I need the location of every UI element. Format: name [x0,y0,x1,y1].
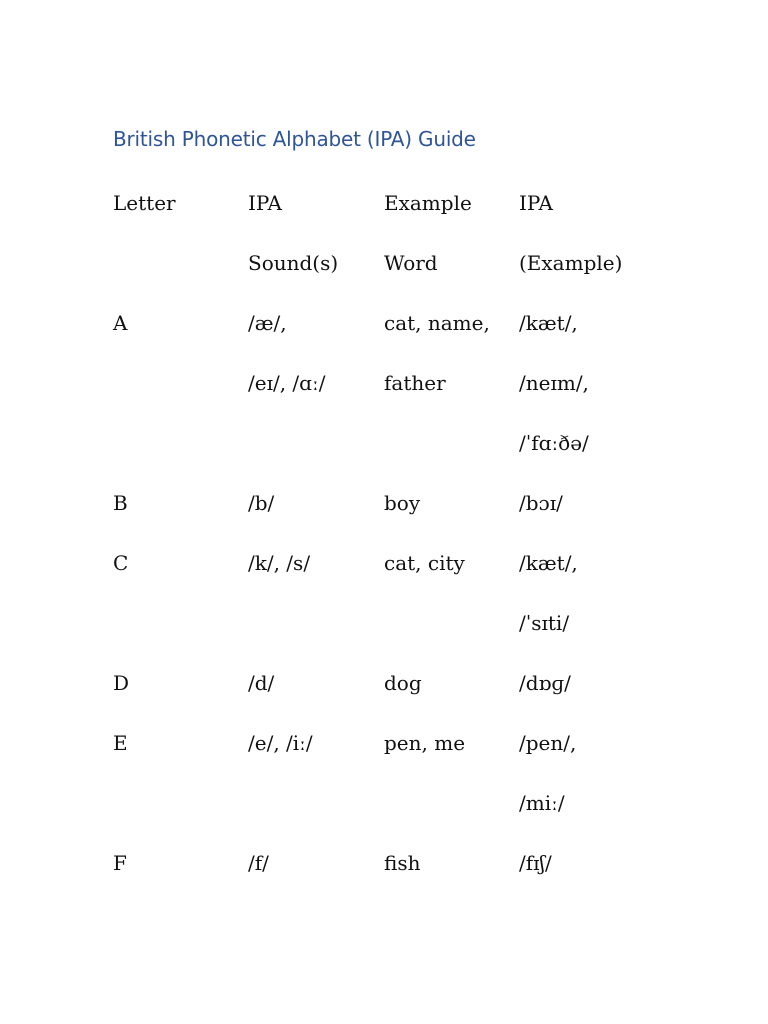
ipa-sounds-line: /k/, /s/ [248,551,311,575]
header-ipa-example [519,173,673,293]
ipa-example-line: /fɪʃ/ [519,851,552,875]
table-header-row [113,173,673,293]
ipa-sounds-cell [248,533,384,653]
header-example-word-line: Example [384,191,472,215]
table-row [113,713,673,833]
letter-cell [113,833,248,893]
ipa-example-line: /kæt/, [519,551,578,575]
example-word-line: fish [384,851,421,875]
ipa-sounds-line: /b/ [248,491,275,515]
example-word-line: dog [384,671,422,695]
ipa-sounds-cell [248,293,384,473]
ipa-table [113,173,673,893]
letter-cell [113,653,248,713]
header-ipa-sounds-line: IPA [248,191,282,215]
letter-line: B [113,491,128,515]
ipa-sounds-line [248,773,384,833]
example-word-line [384,413,519,473]
example-word-cell [384,473,519,533]
letter-line: D [113,671,130,695]
ipa-example-cell [519,713,673,833]
header-ipa-example-line: IPA [519,191,553,215]
ipa-sounds-line: /æ/, [248,311,287,335]
ipa-sounds-line: /e/, /iː/ [248,731,313,755]
example-word-line: boy [384,491,421,515]
letter-line: C [113,551,129,575]
ipa-example-line: /ˈsɪti/ [519,611,570,635]
letter-line: F [113,851,127,875]
ipa-example-cell [519,533,673,653]
example-word-line [384,593,519,653]
letter-line [113,413,248,473]
ipa-example-line: /pen/, [519,731,577,755]
header-ipa-sounds [248,173,384,293]
ipa-example-line: /neɪm/, [519,371,589,395]
header-ipa-sounds-line: Sound(s) [248,251,339,275]
letter-line [113,773,248,833]
header-letter-line: Letter [113,191,176,215]
ipa-sounds-cell [248,473,384,533]
ipa-example-line: /bɔɪ/ [519,491,563,515]
header-letter-line [113,233,248,293]
ipa-sounds-cell [248,713,384,833]
table-row [113,653,673,713]
table-row [113,533,673,653]
letter-cell [113,713,248,833]
example-word-cell [384,713,519,833]
ipa-sounds-line: /eɪ/, /ɑː/ [248,371,326,395]
example-word-line [384,773,519,833]
letter-line [113,353,248,413]
table-row [113,473,673,533]
ipa-sounds-line: /f/ [248,851,269,875]
ipa-sounds-cell [248,653,384,713]
ipa-example-line: /ˈfɑːðə/ [519,431,589,455]
header-example-word [384,173,519,293]
header-letter [113,173,248,293]
ipa-sounds-cell [248,833,384,893]
ipa-sounds-line [248,593,384,653]
example-word-line: father [384,371,446,395]
ipa-sounds-line [248,413,384,473]
example-word-cell [384,293,519,473]
ipa-example-line: /dɒɡ/ [519,671,571,695]
letter-line: E [113,731,128,755]
ipa-sounds-line: /d/ [248,671,275,695]
example-word-cell [384,533,519,653]
example-word-cell [384,833,519,893]
example-word-cell [384,653,519,713]
letter-cell [113,533,248,653]
example-word-line: pen, me [384,731,466,755]
header-ipa-example-line: (Example) [519,251,623,275]
table-row [113,293,673,473]
header-example-word-line: Word [384,251,438,275]
page-title: British Phonetic Alphabet (IPA) Guide [113,127,476,151]
example-word-line: cat, city [384,551,465,575]
ipa-example-cell [519,653,673,713]
letter-line: A [113,311,128,335]
ipa-example-line: /kæt/, [519,311,578,335]
example-word-line: cat, name, [384,311,490,335]
letter-cell [113,293,248,473]
letter-cell [113,473,248,533]
table-row [113,833,673,893]
ipa-example-cell [519,293,673,473]
ipa-example-cell [519,833,673,893]
ipa-example-line: /miː/ [519,791,565,815]
ipa-example-cell [519,473,673,533]
letter-line [113,593,248,653]
